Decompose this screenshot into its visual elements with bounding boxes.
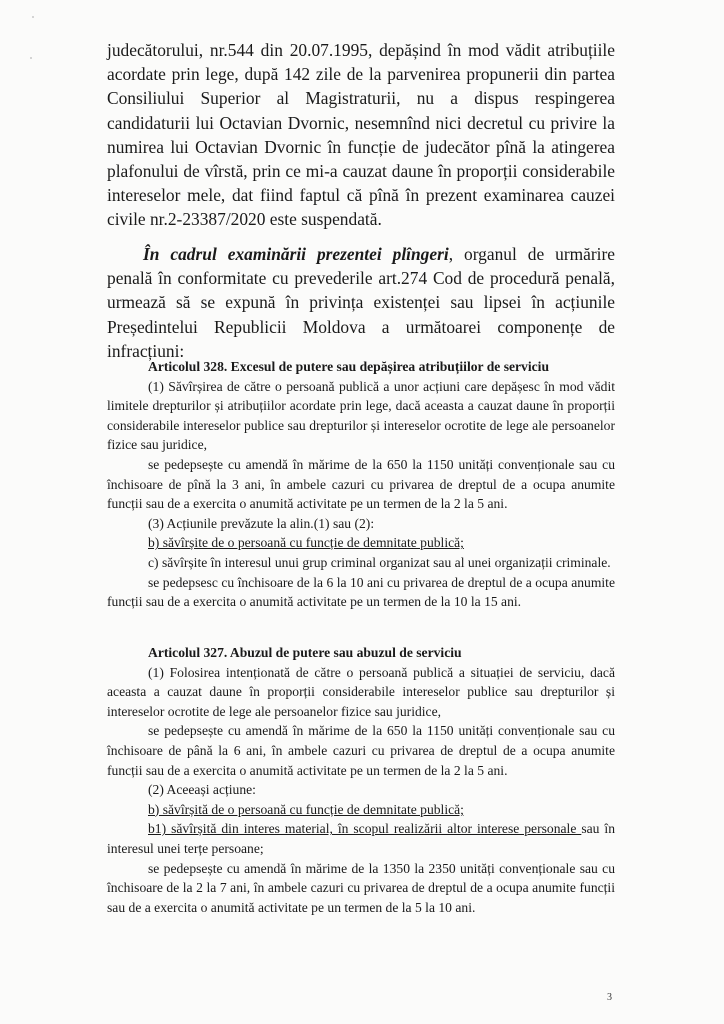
article-328-letter-b [107,533,615,553]
article-327-penalty-2: se pedepsește cu amendă în mărime de la 1350 la 2350 unități convenționale sau cu închisoare de la 2 la 7 ani, în ambele cazuri cu privarea de dreptul de a ocupa anumite funcții sau de a exercita o anumită activitate pe un termen de la 5 la 10 ani. [107,860,615,915]
opening-paragraph-block [107,38,615,232]
article-327-letter-b-text: b) săvîrșită de o persoană cu funcție de demnitate publică; [148,801,464,817]
examination-paragraph-block [107,242,615,363]
examination-text: , organul de urmărire penală în conformitate cu prevederile art.274 Cod de procedură penală, urmează să se expună în privința existenței sau lipsei în acțiunile Președintelui Republicii Moldova a următoarei componențe de infracțiuni: [107,244,615,361]
article-327-letter-b1-rest: sau în interesul unei terțe persoane; [107,821,615,856]
paragraph-continuation: judecătorului, nr.544 din 20.07.1995, depășind în mod vădit atribuțiile acordate prin lege, după 142 zile de la parvenirea propunerii din partea Consiliului Superior al Magistraturii, nu a dispus respingerea candidaturii lui Octavian Dvornic, nesemnînd nici decretul cu privire la numirea lui Octavian Dvornic în funcție de judecător pînă la atingerea plafonului de vîrstă, prin ce mi-a cauzat daune în proporții considerabile intereselor mele, dat fiind faptul că pînă în prezent examinarea cauzei civile nr.2-23387/2020 este suspendată. [107,40,615,230]
article-328-block [107,357,615,612]
scan-speck [30,57,32,59]
examination-paragraph [107,242,615,363]
article-327-title: Articolul 327. Abuzul de putere sau abuzul de serviciu [148,645,462,660]
article-327-letter-b1-underlined: b1) săvîrșită din interes material, în scopul realizării altor interese personale [148,821,582,837]
article-328-letter-c: c) săvîrșite în interesul unui grup criminal organizat sau al unei organizații criminale. [148,554,611,570]
article-328-title: Articolul 328. Excesul de putere sau depășirea atribuțiilor de serviciu [148,359,550,374]
article-328-para-1: (1) Săvîrșirea de către o persoană publică a unor acțiuni care depășesc în mod vădit limitele drepturilor și atribuțiilor acordate prin lege, dacă aceasta a cauzat daune în proporții considerabile intereselor publice sau drepturilor și intereselor ocrotite de lege ale persoanelor fizice sau juridice, [107,378,615,453]
article-327-penalty-1: se pedepsește cu amendă în mărime de la 650 la 1150 unități convenționale sau cu închisoare de până la 6 ani, în ambele cazuri cu privarea de dreptul de a ocupa anumite funcții sau de a exercita o anumită activitate pe un termen de la 2 la 5 ani. [107,723,615,778]
article-328-letter-b-text: b) săvîrșite de o persoană cu funcție de demnitate publică; [148,535,464,551]
article-327-para-2: (2) Aceeași acțiune: [148,782,256,798]
article-327-letter-b [107,800,615,820]
article-327-para-1: (1) Folosirea intenționată de către o persoană publică a situației de serviciu, dacă aceasta a cauzat daune în proporții considerabile intereselor publice sau drepturilor și intereselor ocrotite de lege ale persoanelor fizice sau juridice, [107,664,615,719]
article-327-letter-b1 [107,819,615,858]
article-327-block [107,643,615,917]
examination-lead: În cadrul examinării prezentei plîngeri [143,244,449,264]
page-number: 3 [607,992,612,1003]
scan-speck [32,16,34,18]
article-328-penalty-1: se pedepsește cu amendă în mărime de la 650 la 1150 unități convenționale sau cu închisoare de pînă la 3 ani, în ambele cazuri cu privarea de dreptul de a ocupa anumite funcții sau de a exercita o anumită activitate pe un termen de la 2 la 5 ani. [107,456,615,512]
article-328-para-3: (3) Acțiunile prevăzute la alin.(1) sau (2): [148,515,375,531]
article-328-penalty-3: se pedepsesc cu închisoare de la 6 la 10 ani cu privarea de dreptul de a ocupa anumite funcții sau de a exercita o anumită activitate pe un termen de la 10 la 15 ani. [107,574,615,610]
